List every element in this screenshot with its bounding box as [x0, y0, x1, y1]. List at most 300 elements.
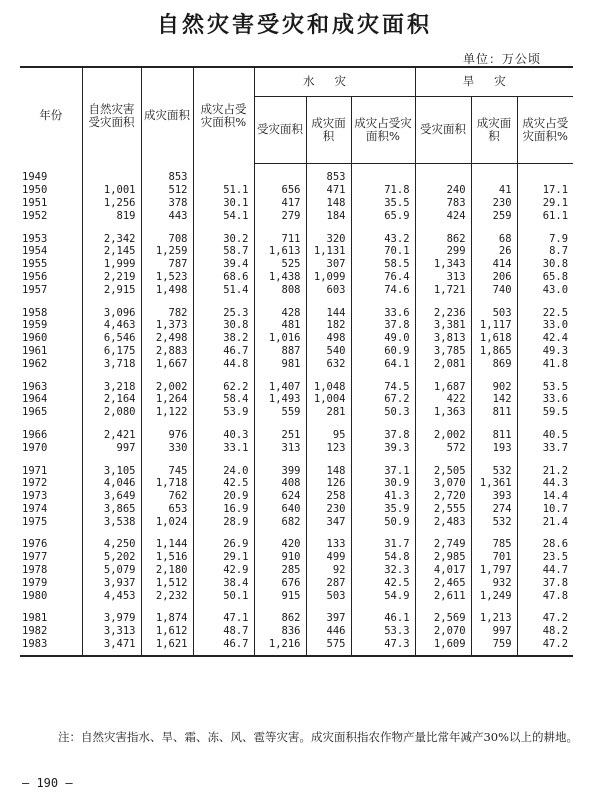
year-cell: 1981 — [22, 612, 48, 625]
flood-disaster-cell: 281 — [306, 406, 351, 419]
drought-disaster-cell: 811 — [471, 419, 517, 442]
drought-affected-cell: 424 — [415, 209, 471, 222]
total-disaster-cell: 2,883 — [141, 345, 193, 358]
drought-affected-cell: 313 — [415, 271, 471, 284]
total-ratio-cell: 58.4 — [193, 393, 254, 406]
flood-affected-cell: 285 — [254, 564, 306, 577]
drought-disaster-cell: 259 — [471, 209, 517, 222]
table-body — [20, 164, 573, 656]
year-cell: 1973 — [22, 490, 48, 503]
table-row — [20, 406, 573, 419]
flood-disaster-cell: 182 — [306, 319, 351, 332]
header-year: 年份 — [20, 67, 82, 164]
drought-disaster-cell: 503 — [471, 296, 517, 319]
total-ratio-cell: 54.1 — [193, 209, 254, 222]
natural-affected-cell: 1,256 — [82, 197, 141, 210]
flood-affected-cell: 1,613 — [254, 245, 306, 258]
drought-ratio-cell: 41.8 — [517, 357, 573, 370]
natural-affected-cell: 3,313 — [82, 625, 141, 638]
flood-affected-cell: 656 — [254, 184, 306, 197]
year-cell: 1975 — [22, 515, 48, 528]
flood-affected-cell: 910 — [254, 551, 306, 564]
total-ratio-cell: 47.1 — [193, 602, 254, 625]
drought-ratio-cell: 33.0 — [517, 319, 573, 332]
drought-disaster-cell: 869 — [471, 357, 517, 370]
year-cell: 1971 — [22, 464, 48, 477]
drought-affected-cell: 2,985 — [415, 551, 471, 564]
total-disaster-cell: 1,512 — [141, 577, 193, 590]
total-disaster-cell: 512 — [141, 184, 193, 197]
natural-affected-cell: 3,937 — [82, 577, 141, 590]
flood-affected-cell: 624 — [254, 490, 306, 503]
natural-affected-cell: 997 — [82, 441, 141, 454]
flood-affected-cell: 862 — [254, 602, 306, 625]
total-ratio-cell: 30.8 — [193, 319, 254, 332]
drought-affected-cell: 2,002 — [415, 419, 471, 442]
table-row — [20, 503, 573, 516]
flood-ratio-cell: 54.8 — [351, 551, 415, 564]
total-ratio-cell: 30.1 — [193, 197, 254, 210]
total-ratio-cell: 68.6 — [193, 271, 254, 284]
table-row — [20, 551, 573, 564]
total-disaster-cell: 2,232 — [141, 589, 193, 602]
year-cell: 1951 — [22, 196, 48, 209]
drought-affected-cell: 2,483 — [415, 515, 471, 528]
table-row — [20, 490, 573, 503]
flood-ratio-cell: 60.9 — [351, 345, 415, 358]
year-cell: 1980 — [22, 589, 48, 602]
flood-disaster-cell: 92 — [306, 564, 351, 577]
flood-disaster-cell: 540 — [306, 345, 351, 358]
total-ratio-cell: 53.9 — [193, 406, 254, 419]
total-disaster-cell: 1,144 — [141, 528, 193, 551]
drought-affected-cell: 4,017 — [415, 564, 471, 577]
drought-disaster-cell: 1,361 — [471, 477, 517, 490]
natural-affected-cell: 3,471 — [82, 638, 141, 656]
drought-ratio-cell — [517, 164, 573, 184]
table-row — [20, 164, 573, 184]
total-ratio-cell: 24.0 — [193, 454, 254, 477]
flood-disaster-cell: 347 — [306, 515, 351, 528]
year-cell: 1977 — [22, 551, 48, 564]
flood-disaster-cell: 603 — [306, 283, 351, 296]
drought-affected-cell: 783 — [415, 197, 471, 210]
drought-affected-cell — [415, 164, 471, 184]
flood-disaster-cell: 853 — [306, 164, 351, 184]
total-disaster-cell: 782 — [141, 296, 193, 319]
header-total-disaster: 成灾面积 — [141, 67, 193, 164]
flood-affected-cell: 481 — [254, 319, 306, 332]
drought-ratio-cell: 17.1 — [517, 184, 573, 197]
total-ratio-cell: 46.7 — [193, 638, 254, 656]
total-ratio-cell: 28.9 — [193, 515, 254, 528]
total-disaster-cell: 787 — [141, 258, 193, 271]
total-disaster-cell: 378 — [141, 197, 193, 210]
flood-disaster-cell: 471 — [306, 184, 351, 197]
flood-disaster-cell: 126 — [306, 477, 351, 490]
drought-disaster-cell: 68 — [471, 222, 517, 245]
flood-ratio-cell: 46.1 — [351, 602, 415, 625]
flood-disaster-cell: 230 — [306, 503, 351, 516]
drought-ratio-cell: 30.8 — [517, 258, 573, 271]
total-ratio-cell: 40.3 — [193, 419, 254, 442]
total-disaster-cell: 1,498 — [141, 283, 193, 296]
natural-affected-cell: 2,145 — [82, 245, 141, 258]
flood-affected-cell: 887 — [254, 345, 306, 358]
drought-affected-cell: 422 — [415, 393, 471, 406]
total-disaster-cell: 1,523 — [141, 271, 193, 284]
drought-ratio-cell: 28.6 — [517, 528, 573, 551]
flood-ratio-cell: 76.4 — [351, 271, 415, 284]
table-row — [20, 577, 573, 590]
total-disaster-cell: 1,264 — [141, 393, 193, 406]
total-ratio-cell: 58.7 — [193, 245, 254, 258]
drought-ratio-cell: 48.2 — [517, 625, 573, 638]
drought-disaster-cell: 759 — [471, 638, 517, 656]
total-ratio-cell: 46.7 — [193, 345, 254, 358]
year-cell: 1983 — [20, 638, 82, 656]
table-row — [20, 602, 573, 625]
natural-affected-cell: 1,999 — [82, 258, 141, 271]
flood-ratio-cell: 50.9 — [351, 515, 415, 528]
footnote: 注：自然灾害指水、旱、霜、冻、风、雹等灾害。成灾面积指农作物产量比常年减产30%以上的耕地。 — [58, 730, 579, 744]
flood-disaster-cell: 148 — [306, 197, 351, 210]
flood-affected-cell: 640 — [254, 503, 306, 516]
drought-ratio-cell: 29.1 — [517, 197, 573, 210]
header-drought-affected: 受灾面积 — [415, 97, 471, 164]
flood-disaster-cell: 123 — [306, 441, 351, 454]
drought-disaster-cell: 532 — [471, 515, 517, 528]
total-disaster-cell: 762 — [141, 490, 193, 503]
drought-ratio-cell: 43.0 — [517, 283, 573, 296]
flood-disaster-cell: 1,004 — [306, 393, 351, 406]
flood-affected-cell: 1,493 — [254, 393, 306, 406]
drought-disaster-cell: 1,249 — [471, 589, 517, 602]
drought-disaster-cell: 414 — [471, 258, 517, 271]
flood-ratio-cell: 30.9 — [351, 477, 415, 490]
flood-affected-cell: 559 — [254, 406, 306, 419]
total-disaster-cell: 1,874 — [141, 602, 193, 625]
drought-ratio-cell: 23.5 — [517, 551, 573, 564]
flood-affected-cell: 525 — [254, 258, 306, 271]
header-flood-disaster: 成灾面积 — [306, 97, 351, 164]
header-row-groups — [20, 67, 573, 97]
table-row — [20, 564, 573, 577]
drought-ratio-cell: 8.7 — [517, 245, 573, 258]
drought-disaster-cell: 785 — [471, 528, 517, 551]
table-row — [20, 197, 573, 210]
year-cell: 1976 — [22, 538, 48, 551]
natural-affected-cell: 2,342 — [82, 222, 141, 245]
table-row — [20, 477, 573, 490]
drought-affected-cell: 1,609 — [415, 638, 471, 656]
page-number: — 190 — — [22, 776, 73, 790]
drought-disaster-cell: 142 — [471, 393, 517, 406]
natural-affected-cell: 4,463 — [82, 319, 141, 332]
flood-disaster-cell: 503 — [306, 589, 351, 602]
flood-ratio-cell: 74.6 — [351, 283, 415, 296]
flood-affected-cell: 408 — [254, 477, 306, 490]
drought-disaster-cell: 997 — [471, 625, 517, 638]
drought-ratio-cell: 47.8 — [517, 589, 573, 602]
header-flood-group: 水灾 — [254, 67, 415, 97]
drought-ratio-cell: 47.2 — [517, 602, 573, 625]
total-disaster-cell: 653 — [141, 503, 193, 516]
total-ratio-cell: 38.4 — [193, 577, 254, 590]
total-disaster-cell: 1,259 — [141, 245, 193, 258]
drought-ratio-cell: 65.8 — [517, 271, 573, 284]
flood-ratio-cell: 43.2 — [351, 222, 415, 245]
year-cell: 1959 — [22, 319, 48, 332]
total-ratio-cell: 39.4 — [193, 258, 254, 271]
drought-affected-cell: 3,785 — [415, 345, 471, 358]
flood-affected-cell: 1,216 — [254, 638, 306, 656]
year-cell: 1957 — [22, 283, 48, 296]
page-title: 自然灾害受灾和成灾面积 — [156, 12, 432, 38]
total-disaster-cell: 1,612 — [141, 625, 193, 638]
drought-disaster-cell: 41 — [471, 184, 517, 197]
flood-affected-cell: 682 — [254, 515, 306, 528]
drought-ratio-cell: 49.3 — [517, 345, 573, 358]
flood-disaster-cell: 320 — [306, 222, 351, 245]
table-row — [20, 258, 573, 271]
header-flood-affected: 受灾面积 — [254, 97, 306, 164]
drought-disaster-cell: 1,117 — [471, 319, 517, 332]
year-cell: 1978 — [22, 564, 48, 577]
table-row — [20, 419, 573, 442]
disaster-area-table — [20, 66, 573, 657]
drought-disaster-cell: 932 — [471, 577, 517, 590]
total-disaster-cell: 708 — [141, 222, 193, 245]
drought-ratio-cell: 61.1 — [517, 209, 573, 222]
total-ratio-cell: 50.1 — [193, 589, 254, 602]
drought-affected-cell: 2,505 — [415, 454, 471, 477]
flood-ratio-cell: 58.5 — [351, 258, 415, 271]
unit-label: 单位：万公顷 — [462, 52, 541, 66]
drought-affected-cell: 2,465 — [415, 577, 471, 590]
total-ratio-cell: 29.1 — [193, 551, 254, 564]
flood-affected-cell — [254, 164, 306, 184]
drought-ratio-cell: 40.5 — [517, 419, 573, 442]
drought-ratio-cell: 14.4 — [517, 490, 573, 503]
drought-ratio-cell: 7.9 — [517, 222, 573, 245]
drought-ratio-cell: 10.7 — [517, 503, 573, 516]
flood-ratio-cell: 35.9 — [351, 503, 415, 516]
flood-affected-cell: 399 — [254, 454, 306, 477]
flood-affected-cell: 676 — [254, 577, 306, 590]
flood-ratio-cell: 70.1 — [351, 245, 415, 258]
drought-ratio-cell: 47.2 — [517, 638, 573, 656]
flood-ratio-cell: 41.3 — [351, 490, 415, 503]
flood-disaster-cell: 1,099 — [306, 271, 351, 284]
drought-disaster-cell — [471, 164, 517, 184]
total-ratio-cell: 51.1 — [193, 184, 254, 197]
flood-ratio-cell — [351, 164, 415, 184]
drought-disaster-cell: 701 — [471, 551, 517, 564]
flood-affected-cell: 1,016 — [254, 332, 306, 345]
flood-affected-cell: 1,438 — [254, 271, 306, 284]
header-drought-group: 旱灾 — [415, 67, 573, 97]
total-ratio-cell: 44.8 — [193, 357, 254, 370]
year-cell: 1979 — [22, 576, 48, 589]
drought-affected-cell: 299 — [415, 245, 471, 258]
table-row — [20, 332, 573, 345]
total-disaster-cell: 2,002 — [141, 370, 193, 393]
drought-disaster-cell: 26 — [471, 245, 517, 258]
drought-affected-cell: 2,555 — [415, 503, 471, 516]
flood-ratio-cell: 64.1 — [351, 357, 415, 370]
total-disaster-cell: 2,498 — [141, 332, 193, 345]
natural-affected-cell: 4,250 — [82, 528, 141, 551]
flood-ratio-cell: 37.8 — [351, 419, 415, 442]
table-row — [20, 319, 573, 332]
drought-affected-cell: 240 — [415, 184, 471, 197]
drought-affected-cell: 1,721 — [415, 283, 471, 296]
drought-ratio-cell: 37.8 — [517, 577, 573, 590]
total-disaster-cell: 1,024 — [141, 515, 193, 528]
header-drought-disaster: 成灾面积 — [471, 97, 517, 164]
total-disaster-cell: 853 — [141, 164, 193, 184]
drought-ratio-cell: 33.7 — [517, 441, 573, 454]
total-ratio-cell: 42.9 — [193, 564, 254, 577]
year-cell: 1950 — [22, 184, 48, 197]
flood-ratio-cell: 47.3 — [351, 638, 415, 656]
natural-affected-cell: 5,079 — [82, 564, 141, 577]
flood-disaster-cell: 184 — [306, 209, 351, 222]
natural-affected-cell — [82, 164, 141, 184]
drought-ratio-cell: 44.3 — [517, 477, 573, 490]
drought-ratio-cell: 53.5 — [517, 370, 573, 393]
year-cell: 1962 — [22, 357, 48, 370]
flood-ratio-cell: 37.1 — [351, 454, 415, 477]
total-ratio-cell: 26.9 — [193, 528, 254, 551]
flood-disaster-cell: 446 — [306, 625, 351, 638]
natural-affected-cell: 3,718 — [82, 357, 141, 370]
natural-affected-cell: 6,546 — [82, 332, 141, 345]
natural-affected-cell: 2,080 — [82, 406, 141, 419]
drought-affected-cell: 3,381 — [415, 319, 471, 332]
flood-ratio-cell: 42.5 — [351, 577, 415, 590]
drought-affected-cell: 2,236 — [415, 296, 471, 319]
drought-affected-cell: 2,070 — [415, 625, 471, 638]
flood-ratio-cell: 71.8 — [351, 184, 415, 197]
natural-affected-cell: 3,979 — [82, 602, 141, 625]
flood-affected-cell: 711 — [254, 222, 306, 245]
flood-disaster-cell: 307 — [306, 258, 351, 271]
drought-ratio-cell: 21.4 — [517, 515, 573, 528]
drought-disaster-cell: 902 — [471, 370, 517, 393]
natural-affected-cell: 2,421 — [82, 419, 141, 442]
total-ratio-cell — [193, 164, 254, 184]
flood-disaster-cell: 133 — [306, 528, 351, 551]
total-disaster-cell: 1,667 — [141, 357, 193, 370]
total-ratio-cell: 25.3 — [193, 296, 254, 319]
drought-affected-cell: 2,081 — [415, 357, 471, 370]
total-ratio-cell: 33.1 — [193, 441, 254, 454]
natural-affected-cell: 5,202 — [82, 551, 141, 564]
year-cell: 1974 — [22, 502, 48, 515]
flood-disaster-cell: 397 — [306, 602, 351, 625]
flood-disaster-cell: 148 — [306, 454, 351, 477]
total-disaster-cell: 1,621 — [141, 638, 193, 656]
table-row — [20, 357, 573, 370]
year-cell: 1982 — [22, 625, 48, 638]
flood-disaster-cell: 632 — [306, 357, 351, 370]
table-row — [20, 222, 573, 245]
drought-affected-cell: 2,749 — [415, 528, 471, 551]
year-cell: 1949 — [22, 171, 48, 184]
table-row — [20, 283, 573, 296]
flood-affected-cell: 808 — [254, 283, 306, 296]
flood-ratio-cell: 67.2 — [351, 393, 415, 406]
table-row — [20, 245, 573, 258]
flood-ratio-cell: 35.5 — [351, 197, 415, 210]
natural-affected-cell: 3,865 — [82, 503, 141, 516]
natural-affected-cell: 2,915 — [82, 283, 141, 296]
total-disaster-cell: 330 — [141, 441, 193, 454]
flood-disaster-cell: 95 — [306, 419, 351, 442]
natural-affected-cell: 4,046 — [82, 477, 141, 490]
drought-disaster-cell: 1,797 — [471, 564, 517, 577]
total-disaster-cell: 745 — [141, 454, 193, 477]
drought-affected-cell: 572 — [415, 441, 471, 454]
year-cell: 1954 — [22, 245, 48, 258]
flood-ratio-cell: 54.9 — [351, 589, 415, 602]
table-row — [20, 370, 573, 393]
total-disaster-cell: 1,516 — [141, 551, 193, 564]
table-row — [20, 515, 573, 528]
flood-ratio-cell: 33.6 — [351, 296, 415, 319]
table-row — [20, 441, 573, 454]
flood-disaster-cell: 499 — [306, 551, 351, 564]
natural-affected-cell: 819 — [82, 209, 141, 222]
table-row — [20, 393, 573, 406]
year-cell: 1955 — [22, 258, 48, 271]
header-flood-ratio: 成灾占受灾面积% — [351, 97, 415, 164]
drought-affected-cell: 2,720 — [415, 490, 471, 503]
flood-ratio-cell: 65.9 — [351, 209, 415, 222]
natural-affected-cell: 2,164 — [82, 393, 141, 406]
total-ratio-cell: 62.2 — [193, 370, 254, 393]
total-ratio-cell: 48.7 — [193, 625, 254, 638]
total-ratio-cell: 42.5 — [193, 477, 254, 490]
flood-disaster-cell: 575 — [306, 638, 351, 656]
table-row — [20, 345, 573, 358]
total-ratio-cell: 38.2 — [193, 332, 254, 345]
natural-affected-cell: 3,218 — [82, 370, 141, 393]
total-ratio-cell: 51.4 — [193, 283, 254, 296]
drought-ratio-cell: 44.7 — [517, 564, 573, 577]
total-disaster-cell: 443 — [141, 209, 193, 222]
drought-disaster-cell: 740 — [471, 283, 517, 296]
drought-disaster-cell: 393 — [471, 490, 517, 503]
drought-disaster-cell: 193 — [471, 441, 517, 454]
year-cell: 1965 — [22, 406, 48, 419]
year-cell: 1972 — [22, 477, 48, 490]
natural-affected-cell: 1,001 — [82, 184, 141, 197]
drought-affected-cell: 3,813 — [415, 332, 471, 345]
drought-ratio-cell: 21.2 — [517, 454, 573, 477]
flood-disaster-cell: 287 — [306, 577, 351, 590]
drought-disaster-cell: 1,865 — [471, 345, 517, 358]
total-ratio-cell: 30.2 — [193, 222, 254, 245]
table-row — [20, 296, 573, 319]
flood-ratio-cell: 32.3 — [351, 564, 415, 577]
flood-affected-cell: 251 — [254, 419, 306, 442]
drought-affected-cell: 3,070 — [415, 477, 471, 490]
table-row — [20, 638, 573, 656]
drought-affected-cell: 862 — [415, 222, 471, 245]
